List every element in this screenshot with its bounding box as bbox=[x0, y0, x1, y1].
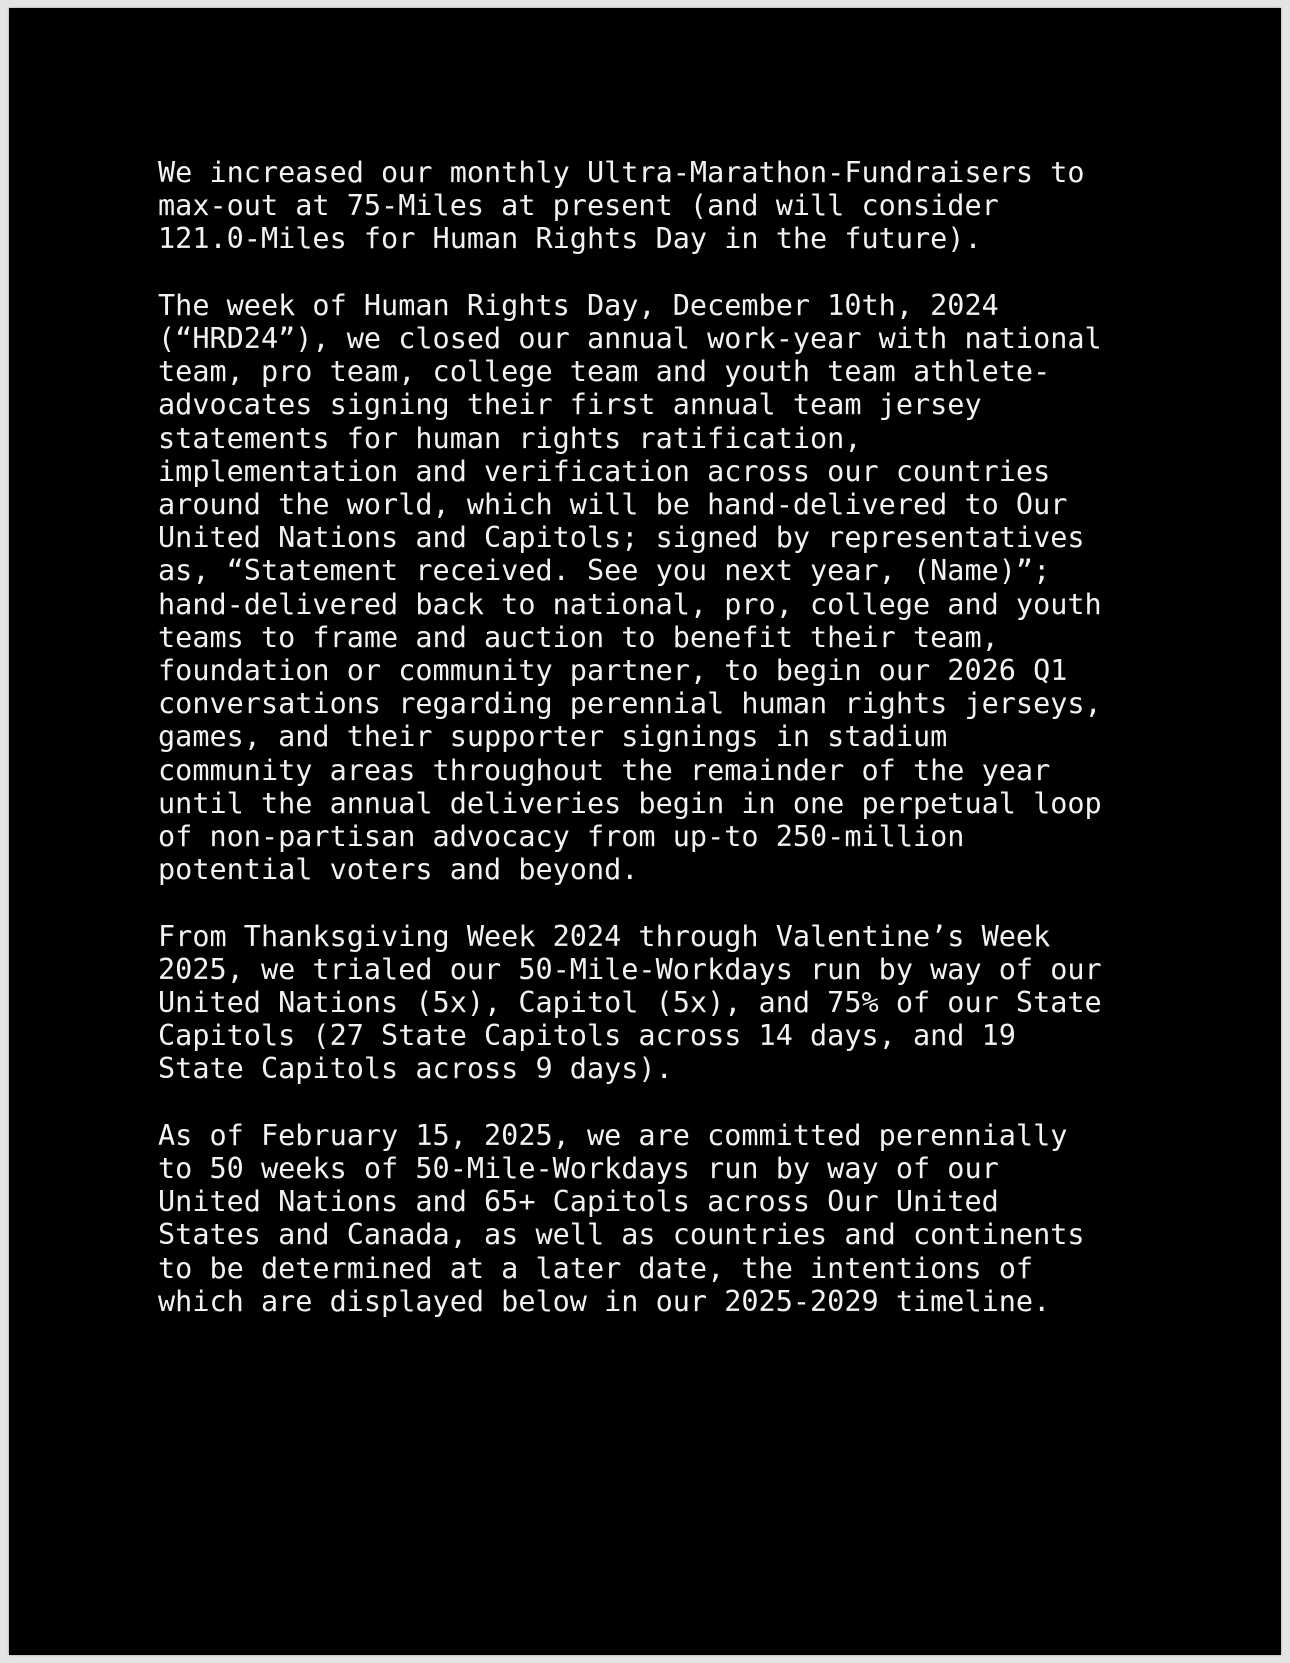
text-line: which are displayed below in our 2025-2029 timeline. bbox=[158, 1284, 1051, 1318]
text-line: Capitols (27 State Capitols across 14 days, and 19 bbox=[158, 1019, 1016, 1053]
text-line: advocates signing their first annual team jersey bbox=[158, 388, 982, 422]
text-line: We increased our monthly Ultra-Marathon-Fundraisers to bbox=[158, 156, 1085, 189]
text-line: statements for human rights ratification, bbox=[158, 421, 862, 455]
text-line: implementation and verification across our countries bbox=[158, 454, 1051, 488]
paragraph-4 bbox=[158, 1119, 1238, 1318]
paragraph-2 bbox=[158, 289, 1238, 887]
text-line: team, pro team, college team and youth team athlete- bbox=[158, 355, 1051, 389]
text-line: United Nations and 65+ Capitols across Our United bbox=[158, 1185, 999, 1219]
document-body bbox=[158, 156, 1238, 1351]
text-line: 121.0-Miles for Human Rights Day in the future). bbox=[158, 222, 982, 256]
text-line: teams to frame and auction to benefit their team, bbox=[158, 620, 999, 654]
text-line: as, “Statement received. See you next year, (Name)”; bbox=[158, 554, 1051, 588]
text-line: to 50 weeks of 50-Mile-Workdays run by way of our bbox=[158, 1152, 999, 1186]
text-line: The week of Human Rights Day, December 10th, 2024 bbox=[158, 288, 999, 322]
text-line: until the annual deliveries begin in one perpetual loop bbox=[158, 786, 1102, 820]
text-line: United Nations and Capitols; signed by representatives bbox=[158, 521, 1085, 555]
text-line: 2025, we trialed our 50-Mile-Workdays run by way of our bbox=[158, 952, 1102, 986]
text-line: max-out at 75-Miles at present (and will consider bbox=[158, 189, 999, 223]
text-line: of non-partisan advocacy from up-to 250-million bbox=[158, 820, 965, 854]
text-line: (“HRD24”), we closed our annual work-year with national bbox=[158, 322, 1102, 355]
text-line: State Capitols across 9 days). bbox=[158, 1052, 673, 1086]
text-line: foundation or community partner, to begin our 2026 Q1 bbox=[158, 654, 1068, 688]
text-line: hand-delivered back to national, pro, college and youth bbox=[158, 587, 1102, 621]
text-line: As of February 15, 2025, we are committed perennially bbox=[158, 1118, 1068, 1152]
paragraph-3 bbox=[158, 920, 1238, 1086]
text-line: conversations regarding perennial human rights jerseys, bbox=[158, 687, 1102, 721]
document-page bbox=[9, 8, 1281, 1655]
text-line: United Nations (5x), Capitol (5x), and 75% of our State bbox=[158, 986, 1102, 1020]
text-line: to be determined at a later date, the intentions of bbox=[158, 1251, 1034, 1285]
text-line: From Thanksgiving Week 2024 through Valentine’s Week bbox=[158, 919, 1051, 953]
text-line: States and Canada, as well as countries and continents bbox=[158, 1218, 1085, 1252]
text-line: games, and their supporter signings in stadium bbox=[158, 720, 948, 754]
text-line: potential voters and beyond. bbox=[158, 853, 639, 887]
text-line: community areas throughout the remainder of the year bbox=[158, 753, 1051, 787]
text-line: around the world, which will be hand-delivered to Our bbox=[158, 488, 1068, 522]
paragraph-1 bbox=[158, 156, 1238, 256]
